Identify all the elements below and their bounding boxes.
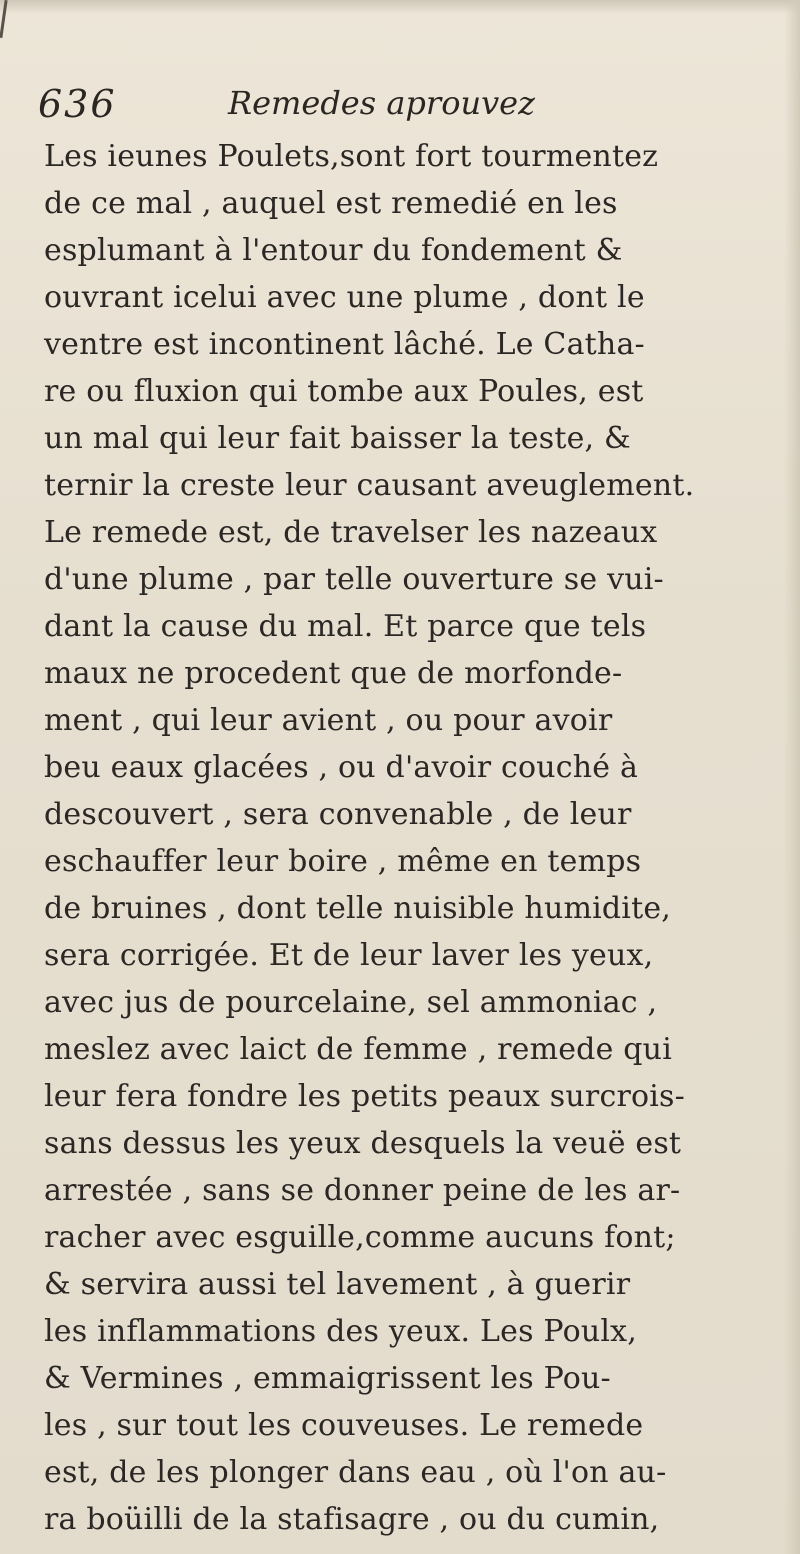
text-line: de bruines , dont telle nuisible humidite, <box>44 891 672 926</box>
text-line: les , sur tout les couveuses. Le remede <box>44 1408 644 1443</box>
text-line: racher avec esguille,comme aucuns font; <box>44 1220 676 1255</box>
text-line: Le remede est, de travelser les nazeaux <box>44 515 658 550</box>
text-line: descouvert , sera convenable , de leur <box>44 797 632 832</box>
text-line: d'une plume , par telle ouverture se vui- <box>44 562 664 597</box>
text-line: meslez avec laict de femme , remede qui <box>44 1032 673 1067</box>
text-line: ouvrant icelui avec une plume , dont le <box>44 280 645 315</box>
text-line: & Vermines , emmaigrissent les Pou- <box>44 1361 611 1396</box>
text-line: & servira aussi tel lavement , à guerir <box>44 1267 631 1302</box>
text-line: leur fera fondre les petits peaux surcrois- <box>44 1079 685 1114</box>
text-line: arrestée , sans se donner peine de les ar- <box>44 1173 681 1208</box>
text-line: ternir la creste leur causant aveuglement. <box>44 468 695 503</box>
text-line: dant la cause du mal. Et parce que tels <box>44 609 647 644</box>
page-right-edge <box>784 0 800 1554</box>
text-line: de ce mal , auquel est remedié en les <box>44 186 618 221</box>
text-line: sans dessus les yeux desquels la veuë est <box>44 1126 682 1161</box>
text-line: les inflammations des yeux. Les Poulx, <box>44 1314 638 1349</box>
text-line: Les ieunes Poulets,sont fort tourmentez <box>44 139 659 174</box>
body-text <box>44 133 744 1543</box>
text-line: beu eaux glacées , ou d'avoir couché à <box>44 750 639 785</box>
text-line: re ou fluxion qui tombe aux Poules, est <box>44 374 644 409</box>
text-line: esplumant à l'entour du fondement & <box>44 233 623 268</box>
text-line: sera corrigée. Et de leur laver les yeux, <box>44 938 654 973</box>
page-top-edge <box>0 0 800 14</box>
text-line: est, de les plonger dans eau , où l'on au- <box>44 1455 667 1490</box>
text-line: ra boüilli de la stafisagre , ou du cumin, <box>44 1502 660 1537</box>
text-line: ment , qui leur avient , ou pour avoir <box>44 703 613 738</box>
text-line: avec jus de pourcelaine, sel ammoniac , <box>44 985 658 1020</box>
page-number: 636 <box>38 82 117 126</box>
running-title: Remedes aprouvez <box>228 84 535 122</box>
text-line: ventre est incontinent lâché. Le Catha- <box>44 327 645 362</box>
text-line: maux ne procedent que de morfonde- <box>44 656 623 691</box>
text-line: un mal qui leur fait baisser la teste, & <box>44 421 631 456</box>
text-line: eschauffer leur boire , même en temps <box>44 844 642 879</box>
